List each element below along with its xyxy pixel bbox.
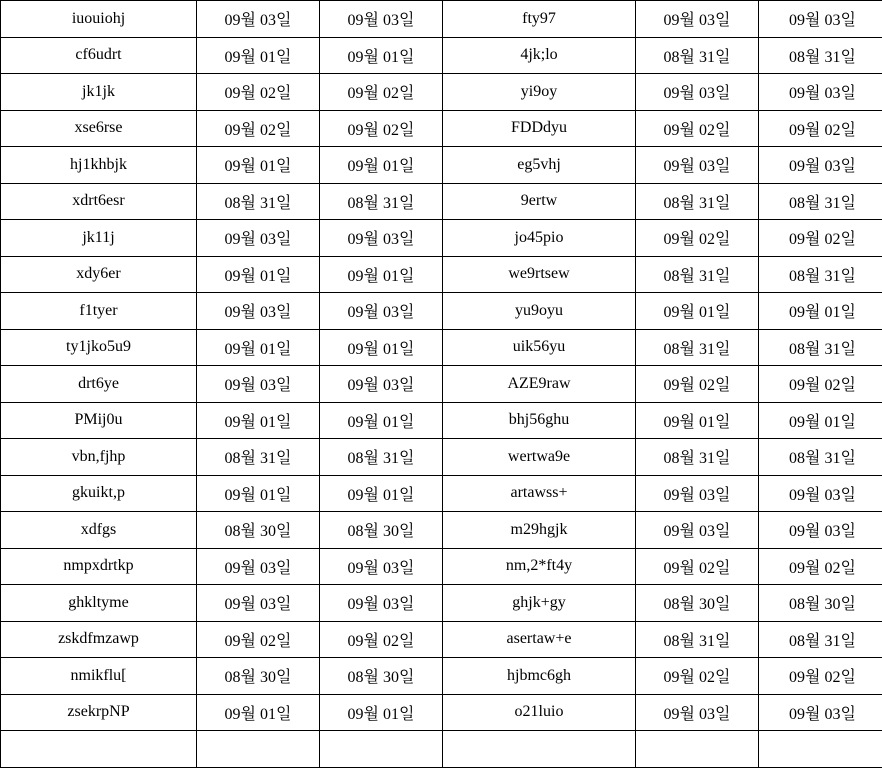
table-row	[1, 183, 882, 220]
table-cell: 09월 01일	[197, 402, 320, 439]
table-cell: 08월 30일	[759, 585, 882, 622]
table-cell: 09월 01일	[197, 475, 320, 512]
table-cell: jk1jk	[1, 74, 197, 111]
table-cell: yu9oyu	[443, 293, 636, 330]
table-row	[1, 1, 882, 38]
table-cell: 08월 31일	[759, 256, 882, 293]
table-cell: 09월 01일	[320, 37, 443, 74]
table-cell: 09월 03일	[759, 74, 882, 111]
table-row	[1, 439, 882, 476]
table-cell: 09월 02일	[636, 110, 759, 147]
table-cell: 09월 03일	[197, 1, 320, 38]
table-cell: 09월 03일	[320, 220, 443, 257]
table-cell: 09월 01일	[320, 694, 443, 731]
table-cell: PMij0u	[1, 402, 197, 439]
table-cell: vbn,fjhp	[1, 439, 197, 476]
table-cell: 09월 03일	[197, 220, 320, 257]
table-cell: 08월 31일	[636, 329, 759, 366]
table-cell	[197, 731, 320, 768]
table-cell: 08월 31일	[320, 439, 443, 476]
table-cell: 09월 01일	[320, 256, 443, 293]
table-cell: zskdfmzawp	[1, 621, 197, 658]
table-row	[1, 74, 882, 111]
table-cell	[636, 731, 759, 768]
table-cell: 09월 01일	[197, 37, 320, 74]
table-cell: 09월 03일	[197, 548, 320, 585]
table-cell: 09월 01일	[759, 402, 882, 439]
table-row	[1, 256, 882, 293]
table-cell: xdy6er	[1, 256, 197, 293]
table-cell: AZE9raw	[443, 366, 636, 403]
table-cell: 09월 01일	[320, 329, 443, 366]
table-cell: 09월 03일	[320, 548, 443, 585]
table-cell	[1, 731, 197, 768]
table-cell: 09월 01일	[636, 293, 759, 330]
table-cell: 09월 02일	[759, 366, 882, 403]
table-row	[1, 293, 882, 330]
table-body	[1, 1, 882, 768]
table-row	[1, 366, 882, 403]
table-cell: hjbmc6gh	[443, 658, 636, 695]
table-cell: hj1khbjk	[1, 147, 197, 184]
table-cell	[759, 731, 882, 768]
table-cell: 09월 03일	[636, 512, 759, 549]
table-cell: 9ertw	[443, 183, 636, 220]
table-cell: zsekrpNP	[1, 694, 197, 731]
table-cell: 08월 31일	[636, 621, 759, 658]
table-cell: asertaw+e	[443, 621, 636, 658]
table-cell: 08월 31일	[197, 183, 320, 220]
table-cell	[320, 731, 443, 768]
table-row	[1, 402, 882, 439]
table-cell: 09월 03일	[320, 1, 443, 38]
table-cell: 09월 02일	[320, 110, 443, 147]
table-cell: 08월 30일	[636, 585, 759, 622]
table-cell: 09월 01일	[320, 402, 443, 439]
table-cell: ghkltyme	[1, 585, 197, 622]
table-cell: 08월 31일	[759, 621, 882, 658]
table-cell: 09월 01일	[197, 329, 320, 366]
table-cell: xdfgs	[1, 512, 197, 549]
table-cell: 08월 31일	[759, 183, 882, 220]
table-cell: we9rtsew	[443, 256, 636, 293]
table-cell: 09월 02일	[636, 220, 759, 257]
table-row	[1, 694, 882, 731]
table-cell: 09월 03일	[759, 512, 882, 549]
table-cell: xse6rse	[1, 110, 197, 147]
table-cell: 09월 03일	[759, 694, 882, 731]
table-cell: 4jk;lo	[443, 37, 636, 74]
table-cell: wertwa9e	[443, 439, 636, 476]
table-cell: 09월 02일	[759, 548, 882, 585]
table-cell: m29hgjk	[443, 512, 636, 549]
table-cell: nmikflu[	[1, 658, 197, 695]
table-cell: 08월 31일	[197, 439, 320, 476]
table-cell: ty1jko5u9	[1, 329, 197, 366]
table-cell: 09월 02일	[197, 74, 320, 111]
table-cell: 09월 01일	[320, 147, 443, 184]
table-cell: 09월 03일	[320, 366, 443, 403]
table-cell: 09월 02일	[636, 366, 759, 403]
table-cell: 09월 02일	[759, 220, 882, 257]
table-row	[1, 329, 882, 366]
table-cell: 09월 02일	[759, 110, 882, 147]
table-cell: gkuikt,p	[1, 475, 197, 512]
table-cell: 09월 03일	[759, 1, 882, 38]
table-row	[1, 548, 882, 585]
table-cell: 09월 03일	[197, 293, 320, 330]
table-row	[1, 475, 882, 512]
table-cell: artawss+	[443, 475, 636, 512]
table-cell: 08월 30일	[320, 658, 443, 695]
table-cell: jo45pio	[443, 220, 636, 257]
table-cell: cf6udrt	[1, 37, 197, 74]
table-row	[1, 110, 882, 147]
table-cell: 09월 03일	[759, 475, 882, 512]
table-row	[1, 731, 882, 768]
table-cell: 09월 02일	[636, 658, 759, 695]
table-cell: 09월 03일	[636, 147, 759, 184]
table-row	[1, 220, 882, 257]
table-cell: bhj56ghu	[443, 402, 636, 439]
table-cell: drt6ye	[1, 366, 197, 403]
table-cell: 09월 03일	[636, 1, 759, 38]
table-cell: fty97	[443, 1, 636, 38]
table-cell: 09월 03일	[197, 585, 320, 622]
table-cell: uik56yu	[443, 329, 636, 366]
table-cell: 08월 31일	[759, 37, 882, 74]
table-cell: xdrt6esr	[1, 183, 197, 220]
table-cell: 08월 31일	[636, 256, 759, 293]
table-cell: 09월 01일	[197, 256, 320, 293]
table-row	[1, 147, 882, 184]
table-cell: 08월 31일	[759, 439, 882, 476]
table-cell: 09월 03일	[320, 585, 443, 622]
table-cell: 09월 03일	[759, 147, 882, 184]
table-row	[1, 585, 882, 622]
table-cell: yi9oy	[443, 74, 636, 111]
table-cell: 08월 30일	[197, 512, 320, 549]
table-cell: 08월 30일	[197, 658, 320, 695]
table-cell: ghjk+gy	[443, 585, 636, 622]
table-cell: 09월 02일	[197, 621, 320, 658]
table-cell: 08월 31일	[636, 183, 759, 220]
table-row	[1, 37, 882, 74]
table-cell: 08월 31일	[320, 183, 443, 220]
table-cell: iuouiohj	[1, 1, 197, 38]
table-cell: 08월 30일	[320, 512, 443, 549]
table-cell: nm,2*ft4y	[443, 548, 636, 585]
table-cell: eg5vhj	[443, 147, 636, 184]
table-cell: 09월 01일	[320, 475, 443, 512]
table-cell	[443, 731, 636, 768]
table-cell: 09월 01일	[197, 694, 320, 731]
table-cell: 09월 01일	[636, 402, 759, 439]
table-cell: 09월 02일	[197, 110, 320, 147]
table-cell: 09월 02일	[636, 548, 759, 585]
table-cell: 09월 03일	[636, 694, 759, 731]
table-cell: nmpxdrtkp	[1, 548, 197, 585]
table-cell: 09월 02일	[320, 621, 443, 658]
table-cell: 09월 01일	[759, 293, 882, 330]
table-cell: jk11j	[1, 220, 197, 257]
table-cell: 09월 03일	[197, 366, 320, 403]
table-cell: 08월 31일	[636, 439, 759, 476]
table-cell: 08월 31일	[759, 329, 882, 366]
table-cell: o21luio	[443, 694, 636, 731]
table-row	[1, 512, 882, 549]
table-row	[1, 658, 882, 695]
table-cell: 09월 03일	[636, 475, 759, 512]
table-cell: FDDdyu	[443, 110, 636, 147]
table-cell: 09월 02일	[759, 658, 882, 695]
table-cell: f1tyer	[1, 293, 197, 330]
table-cell: 09월 02일	[320, 74, 443, 111]
table-cell: 08월 31일	[636, 37, 759, 74]
table-cell: 09월 01일	[197, 147, 320, 184]
table-cell: 09월 03일	[636, 74, 759, 111]
table-cell: 09월 03일	[320, 293, 443, 330]
table-row	[1, 621, 882, 658]
